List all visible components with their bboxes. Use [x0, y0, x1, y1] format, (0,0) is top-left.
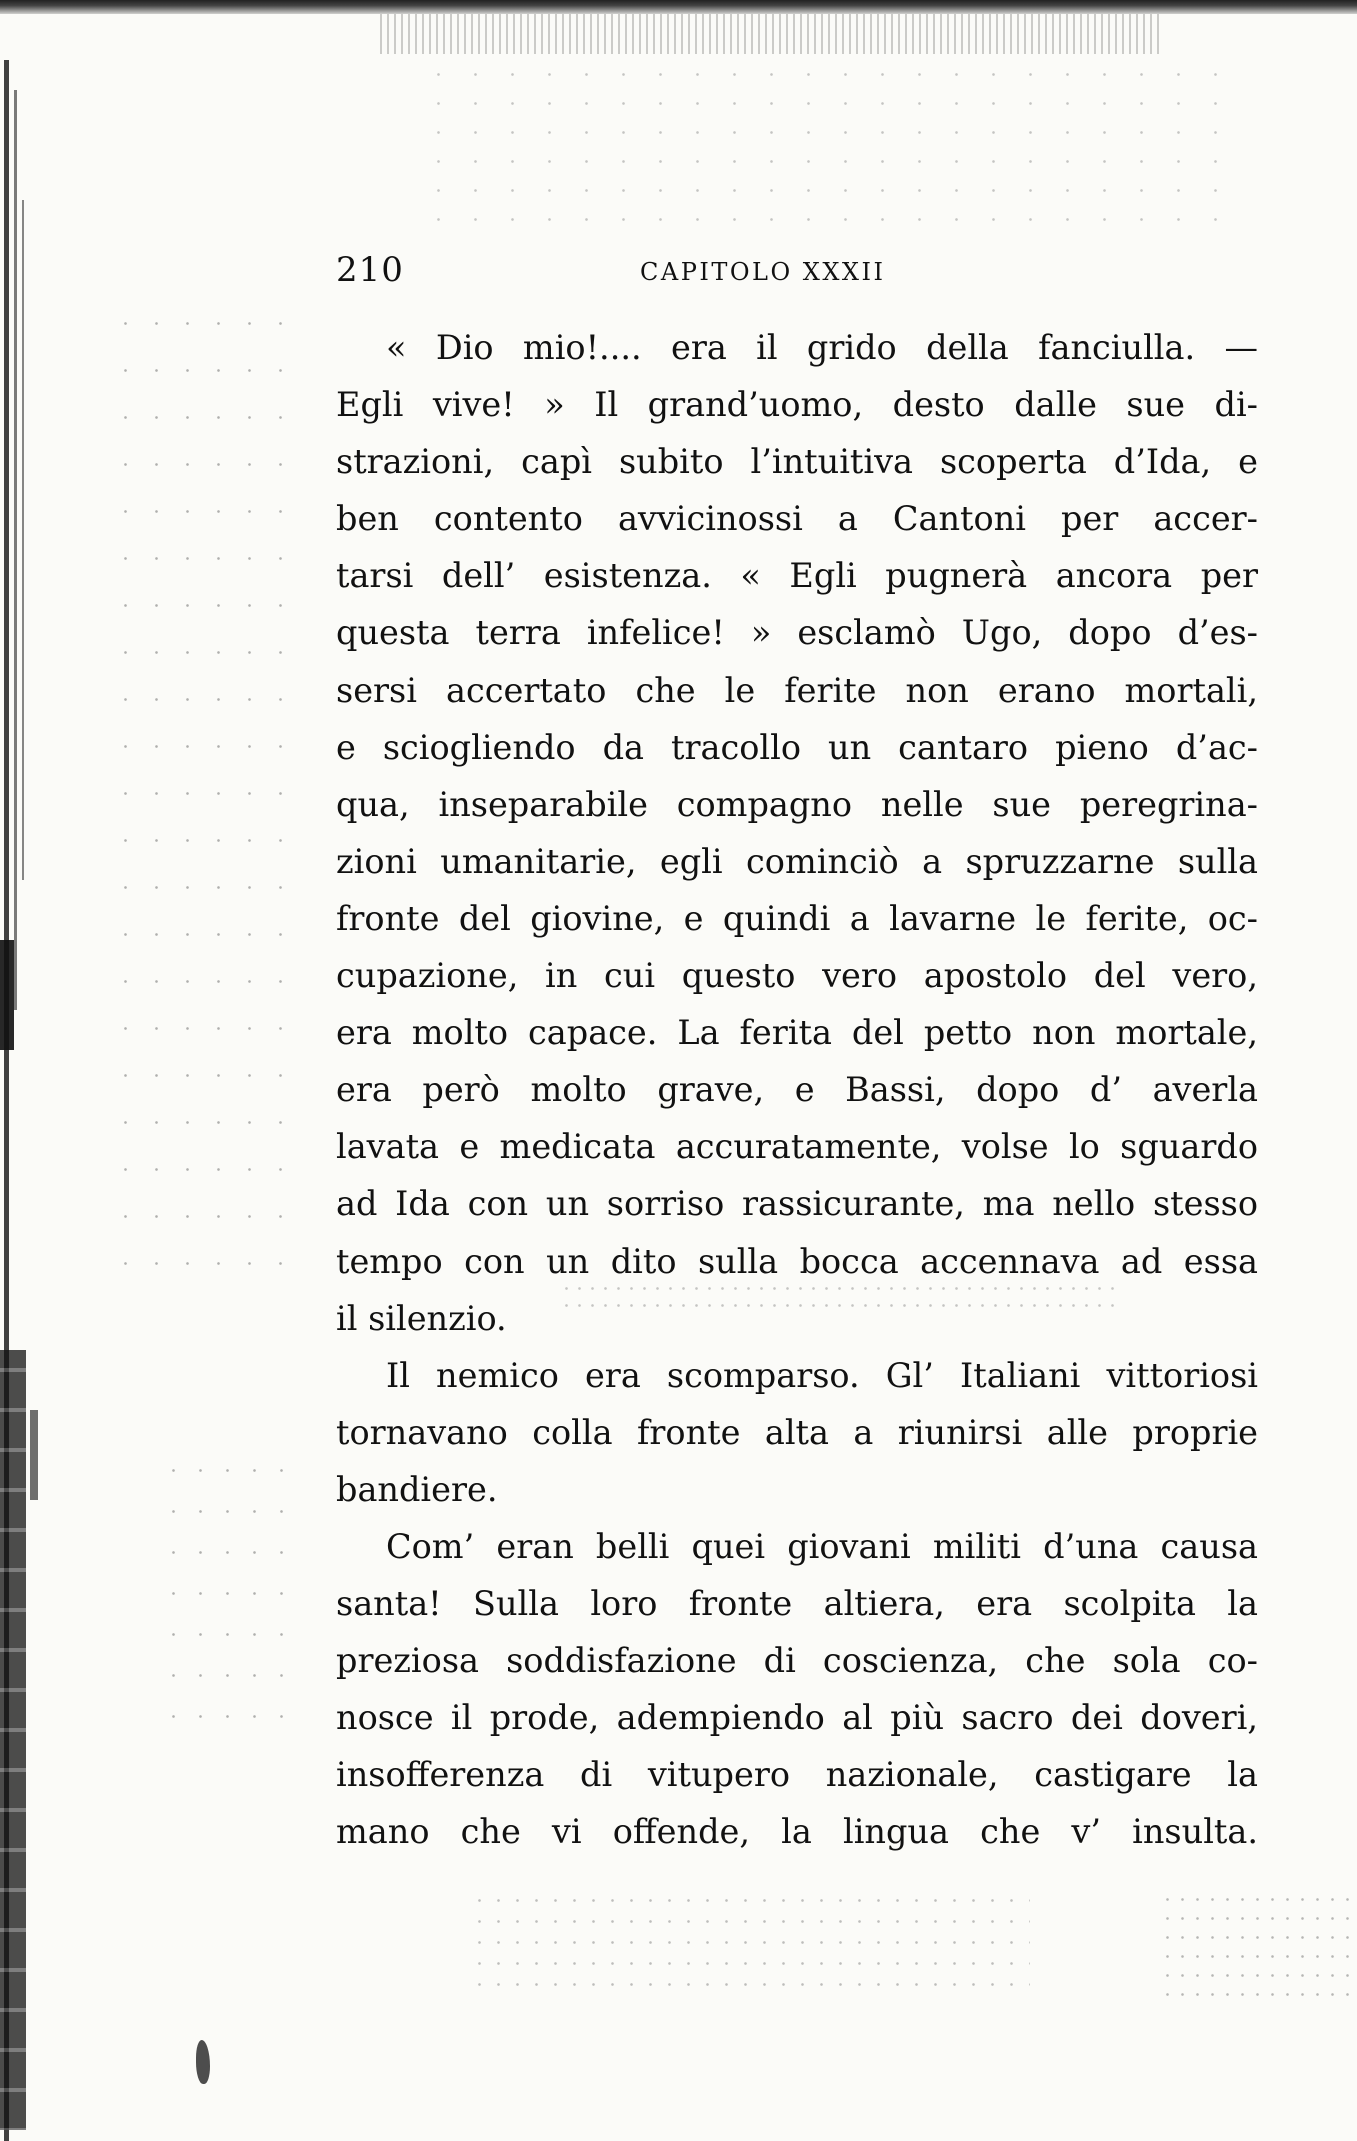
edge-shadow [0, 1350, 26, 2130]
scan-noise [380, 14, 1160, 54]
text-line: mano che vi offende, la lingua che v’ insulta. [336, 1812, 1258, 1852]
page-number: 210 [336, 250, 404, 290]
text-line: questa terra infelice! » esclamò Ugo, dopo d’es- [336, 613, 1258, 653]
chapter-title: CAPITOLO XXXII [640, 258, 886, 286]
text-line: zioni umanitarie, egli cominciò a spruzzarne sulla [336, 841, 1258, 881]
text-line: tornavano colla fronte alta a riunirsi alle proprie [336, 1412, 1258, 1452]
text-line: bandiere. [336, 1469, 498, 1509]
text-line: insofferenza di vitupero nazionale, castigare la [336, 1755, 1258, 1795]
text-line: preziosa soddisfazione di coscienza, che sola co- [336, 1641, 1258, 1681]
edge-shadow [30, 1410, 38, 1500]
text-line: Egli vive! » Il grand’uomo, desto dalle sue di- [336, 385, 1258, 425]
edge-shadow [22, 200, 24, 880]
body-text [336, 319, 1258, 1861]
text-line: santa! Sulla loro fronte altiera, era scolpita la [336, 1584, 1258, 1624]
text-line: era molto capace. La ferita del petto non mortale, [336, 1013, 1258, 1053]
text-line: ad Ida con un sorriso rassicurante, ma nello stesso [336, 1184, 1258, 1224]
ink-smudge [196, 2040, 210, 2084]
text-line: qua, inseparabile compagno nelle sue peregrina- [336, 784, 1258, 824]
text-line: fronte del giovine, e quindi a lavarne le ferite, oc- [336, 898, 1258, 938]
running-header [336, 250, 1256, 290]
text-line: il silenzio. [336, 1298, 507, 1338]
scan-top-edge [0, 0, 1357, 14]
scan-specks [160, 1450, 300, 1730]
text-line: tempo con un dito sulla bocca accennava ad essa [336, 1241, 1258, 1281]
scan-specks [420, 60, 1240, 240]
text-line: tarsi dell’ esistenza. « Egli pugnerà ancora per [336, 556, 1258, 596]
text-line: strazioni, capì subito l’intuitiva scoperta d’Ida, e [336, 442, 1258, 482]
scan-specks [110, 300, 290, 1300]
edge-shadow [14, 90, 17, 1010]
text-line: Il nemico era scomparso. Gl’ Italiani vittoriosi [386, 1355, 1258, 1395]
edge-shadow [0, 940, 14, 1050]
text-line: « Dio mio!.... era il grido della fanciulla. — [386, 328, 1258, 367]
text-line: ben contento avvicinossi a Cantoni per accer- [336, 499, 1258, 539]
text-line: Com’ eran belli quei giovani militi d’una causa [386, 1526, 1258, 1566]
text-line: cupazione, in cui questo vero apostolo del vero, [336, 956, 1258, 996]
text-line: era però molto grave, e Bassi, dopo d’ averla [336, 1070, 1258, 1110]
scan-specks [1160, 1890, 1350, 2010]
text-line: lavata e medicata accuratamente, volse lo sguardo [336, 1127, 1258, 1167]
text-line: nosce il prode, adempiendo al più sacro dei doveri, [336, 1698, 1258, 1738]
scan-specks [470, 1890, 1030, 2000]
text-line: sersi accertato che le ferite non erano mortali, [336, 670, 1258, 710]
text-line: e sciogliendo da tracollo un cantaro pieno d’ac- [336, 727, 1258, 767]
scan-left-edge [0, 60, 50, 2141]
